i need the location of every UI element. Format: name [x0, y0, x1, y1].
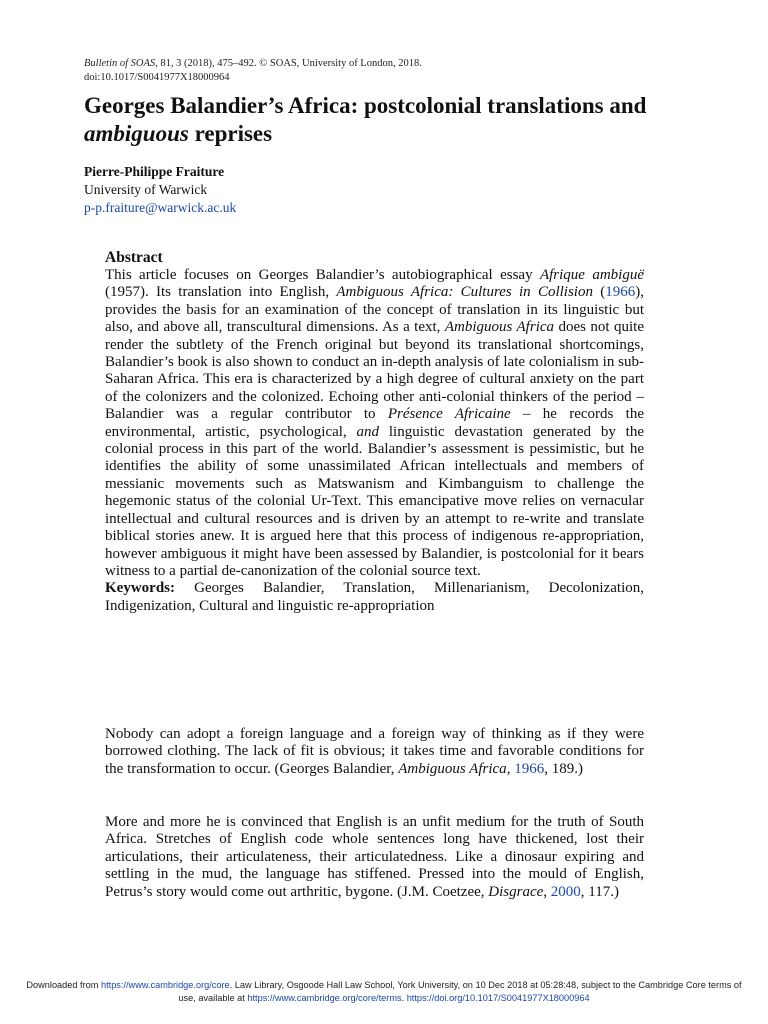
publication-info: , 81, 3 (2018), 475–492. © SOAS, University of London, 2018. — [155, 58, 422, 69]
abstract-text-run: (1957). Its translation into English, — [105, 284, 337, 301]
abstract-text — [105, 267, 644, 580]
keywords-list: Georges Balandier, Translation, Millenarianism, Decolonization, Indigenization, Cultural and linguistic re-appropriation — [105, 580, 644, 614]
abstract-italic: Ambiguous Africa — [444, 319, 555, 336]
author-email-link[interactable]: p-p.fraiture@warwick.ac.uk — [84, 200, 237, 215]
citation-line — [84, 57, 684, 71]
journal-header — [84, 57, 684, 85]
abstract-section — [105, 249, 644, 615]
epigraph-text: Nobody can adopt a foreign language and a foreign way of thinking as if they were borrowed clothing. The lack of fit is obvious; it takes time and favorable conditions for the transformation to occur. (Georges Balandier, — [105, 726, 644, 777]
epigraph-italic: Disgrace — [488, 883, 544, 900]
doi-link[interactable]: https://doi.org/10.1017/S0041977X18000964 — [406, 993, 590, 1003]
citation-link[interactable]: 2000 — [550, 883, 581, 900]
footer-text: . Law Library, Osgoode Hall Law School, York University, on 10 Dec 2018 at 05:28:48, subject to the Cambridge Core terms of use, available at — [178, 980, 742, 1003]
epigraph-text: , — [543, 883, 551, 900]
title-part-2: reprises — [188, 121, 273, 146]
abstract-text-run: – he records the environmental, artistic, psychological, — [105, 406, 644, 440]
doi-line: doi:10.1017/S0041977X18000964 — [84, 72, 230, 83]
epigraph-text: , 189.) — [544, 760, 583, 777]
epigraph-text: More and more he is convinced that English is an unfit medium for the truth of South Africa. Stretches of English code whole sentences long have thickened, lost their articulations, their articulateness, their articulatedness. Like a dinosaur expiring and settling in the mud, the language has stiffened. Pressed into the mould of English, Petrus’s story would come out arthritic, bygone. (J.M. Coetzee, — [105, 814, 644, 900]
download-footer — [20, 979, 748, 1005]
footer-text: . — [401, 993, 407, 1003]
keywords-label: Keywords: — [105, 580, 175, 597]
epigraph-italic: Ambiguous Africa — [398, 760, 507, 777]
citation-link[interactable]: 1966 — [605, 284, 636, 301]
terms-link[interactable]: https://www.cambridge.org/core/terms — [247, 993, 402, 1003]
abstract-italic: Ambiguous Africa: Cultures in Collision — [336, 284, 593, 301]
article-title — [84, 92, 684, 148]
citation-link[interactable]: 1966 — [514, 760, 545, 777]
abstract-text-run: This article focuses on Georges Balandier’s autobiographical essay — [105, 267, 540, 283]
title-italic: ambiguous — [84, 121, 189, 146]
epigraph-text: , — [506, 760, 515, 777]
keywords — [105, 580, 644, 615]
title-part-1: Georges Balandier’s Africa: postcolonial translations and — [84, 93, 647, 118]
abstract-italic: Afrique ambiguë — [539, 267, 644, 283]
abstract-italic: and — [356, 423, 380, 440]
abstract-text-run: ( — [592, 284, 606, 301]
author-block — [84, 163, 236, 217]
footer-text: Downloaded from — [26, 980, 101, 990]
abstract-italic: Présence Africaine — [387, 406, 511, 423]
abstract-text-run: does not quite render the subtlety of the French original but beyond its translational shortcomings, Balandier’s book is also shown to conduct an in-depth analysis of late colonialism in sub-Saharan Africa. This era is characterized by a high degree of cultural anxiety on the part of the colonizers and the colonized. Echoing other anti-colonial thinkers of the period – Balandier was a regular contributor to — [105, 319, 644, 423]
abstract-text-run: ), provides the basis for an examination of the concept of translation in its linguistic but also, and above all, transcultural dimensions. As a text, — [105, 284, 645, 336]
epigraph-coetzee — [105, 814, 644, 901]
author-name: Pierre-Philippe Fraiture — [84, 164, 225, 179]
epigraph-text: , 117.) — [580, 883, 619, 900]
journal-name: Bulletin of SOAS — [84, 58, 156, 69]
abstract-heading: Abstract — [105, 249, 163, 266]
abstract-text-run: linguistic devastation generated by the colonial process in this part of the world. Balandier’s assessment is pessimistic, but he identifies the ability of some unassimilated African intellectuals and members of messianic movements such as Matswanism and Kimbanguism to challenge the hegemonic status of the colonial Ur-Text. This emancipative move relies on vernacular intellectual and cultural resources and is driven by an attempt to re-write and translate biblical stories anew. It is argued here that this process of indigenous re-appropriation, however ambiguous it might have been assessed by Balandier, is postcolonial for it bears witness to a partial de-canonization of the colonial source text. — [105, 423, 645, 579]
author-affiliation: University of Warwick — [84, 182, 208, 197]
cambridge-core-link[interactable]: https://www.cambridge.org/core — [100, 980, 230, 990]
epigraph-balandier — [105, 726, 644, 778]
